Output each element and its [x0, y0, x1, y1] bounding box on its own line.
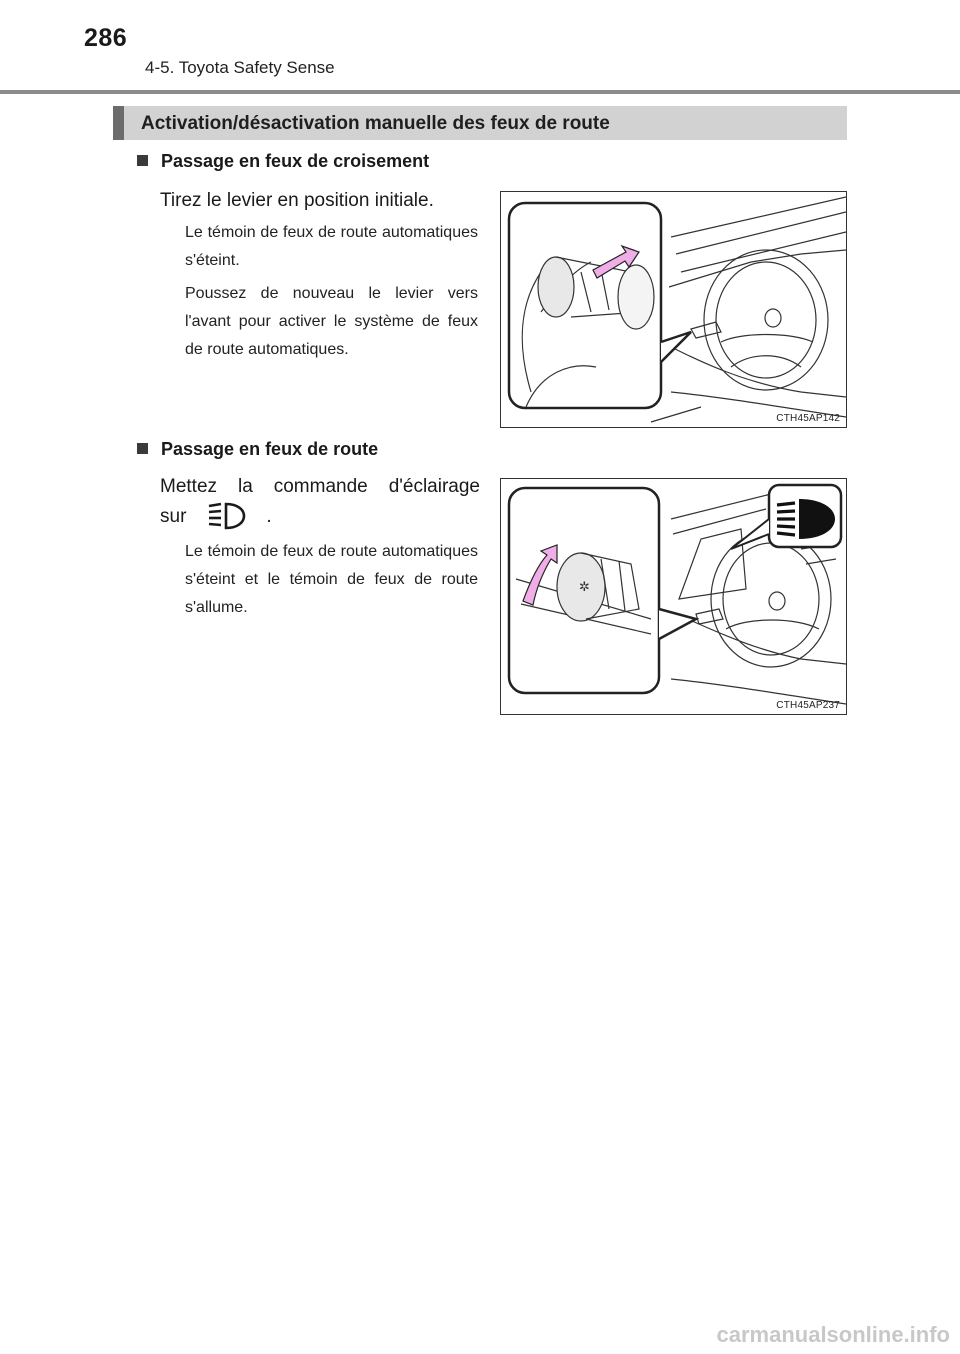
- svg-text:✲: ✲: [579, 580, 590, 595]
- high-beam-note: Le témoin de feux de route automatiques s'éteint et le témoin de feux de route s'allume.: [185, 543, 478, 616]
- low-beam-instruction: Tirez le levier en position initiale.: [160, 190, 434, 211]
- bullet-square-icon: [137, 443, 148, 454]
- high-beam-heading-text: Passage en feux de route: [161, 439, 379, 459]
- high-beam-icon: [208, 502, 246, 540]
- low-beam-figure-code: CTH45AP142: [776, 413, 840, 424]
- high-beam-instruction-suffix: .: [266, 506, 272, 527]
- high-beam-figure: [500, 478, 847, 715]
- section-title: Activation/désactivation manuelle des feux de route: [141, 113, 610, 134]
- high-beam-instruction-line-1: Mettez la commande d'éclairage: [160, 476, 480, 497]
- high-beam-figure-code: CTH45AP237: [776, 700, 840, 711]
- low-beam-heading-text: Passage en feux de croisement: [161, 151, 430, 171]
- low-beam-heading: [137, 151, 429, 172]
- high-beam-instruction-prefix: sur: [160, 506, 187, 527]
- low-beam-figure: [500, 191, 847, 428]
- low-beam-illustration: [501, 192, 847, 428]
- low-beam-note-1: Le témoin de feux de route automatiques s'éteint.: [185, 224, 478, 269]
- chapter-title: 4-5. Toyota Safety Sense: [145, 58, 335, 77]
- high-beam-illustration: [501, 479, 847, 715]
- low-beam-note-2: Poussez de nouveau le levier vers l'avant pour activer le système de feux de route automatiques.: [185, 285, 478, 358]
- watermark: carmanualsonline.info: [716, 1322, 950, 1347]
- section-title-bar: [113, 106, 847, 140]
- bullet-square-icon: [137, 155, 148, 166]
- high-beam-heading: [137, 439, 378, 460]
- page-number: 286: [84, 24, 128, 52]
- high-beam-instruction-line-2: [160, 502, 480, 540]
- header-rule: [0, 90, 960, 94]
